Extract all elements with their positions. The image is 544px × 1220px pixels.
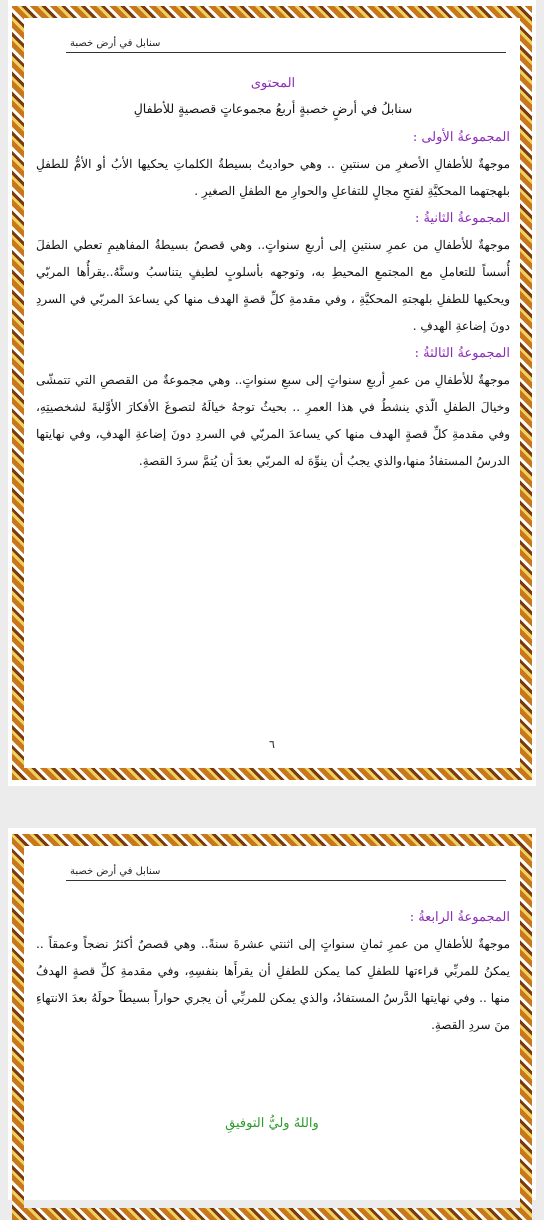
header-rule	[66, 880, 506, 881]
group4-heading: المجموعةُ الرابعةُ :	[409, 910, 510, 925]
document-page-2	[8, 828, 536, 1200]
group4-text: موجهةٌ للأطفالِ من عمرِ ثمانِ سنواتٍ إلى اثنتي عشرةَ سنةً.. وهي قصصٌ أكثرُ نضجاً وعمقاً .. يمكنُ للمربِّي قراءتها للطفلِ كما يمكن للطفلِ أن يقرأَها بنفسِهِ، وفي مقدمةِ كلِّ قصةٍ الهدفُ منها .. وفي نهايتها الدَّرسُ المستفادُ، والذي يمكن للمربِّي أن يجري حواراً بسيطاً حولَهُ بعدَ الانتهاءِ منَ سردِ القصةِ.	[36, 937, 510, 1032]
page-number: ٦	[269, 738, 275, 751]
closing-phrase: واللهُ وليُّ التوفيقِ	[225, 1116, 319, 1131]
group1-heading: المجموعةُ الأولى :	[412, 130, 510, 145]
group2-text: موجهةٌ للأطفالِ من عمرِ سنتينِ إلى أربعِ سنواتٍ.. وهي قصصٌ بسيطةُ المفاهيمِ تعطي الطفلَ أُسساً للتعاملِ مع المجتمعِ المحيطِ به، وتوجهه بأسلوبٍ لطيفٍ يتناسبُ وسنَّهُ..يقرأُها المربّي ويحكيها للطفلِ بلهجتهِ المحكيَّةِ ، وفي مقدمةِ كلِّ قصةٍ الهدف منها كي يساعدَ المربّي في السردِ دونَ إضاعةِ الهدفِ .	[36, 238, 510, 333]
group3-text: موجهةٌ للأطفالِ من عمرِ أربعِ سنواتٍ إلى سبعِ سنواتٍ.. وهي مجموعةٌ من القصصِ التي تتمشّى وخيالَ الطفلِ الّذي ينشطُ في هذا العمرِ .. بحيثُ توجهُ خيالَهُ لتصوغَ الأفكارَ الأوَّليةَ لشخصيتِهِ، وفي مقدمةِ كلِّ قصةٍ الهدف منها كي يساعدَ المربّي في السردِ دونَ إضاعةِ الهدفِ، وفي نهايتها الدرسُ المستفادُ منها،والذي يجبُ أن ينوِّهَ له المربّي بعدَ أن يُتمَّ سردَ القصةِ.	[36, 373, 510, 468]
group1-text: موجهةٌ للأطفالِ الأصغرِ من سنتينِ .. وهي حواديتٌ بسيطةُ الكلماتِ يحكيها الأبُ أو الأمُّ للطفلِ بلهجتهما المحكيَّةِ لفتحِ مجالٍ للتفاعلِ والحوارِ مع الطفلِ الصغيرِ .	[36, 157, 510, 198]
group3-heading: المجموعةُ الثالثةُ :	[414, 346, 510, 361]
page-header: سنابل في أرض خصبة	[70, 866, 161, 877]
group2-heading: المجموعةُ الثانيةُ :	[414, 211, 510, 226]
page-header: سنابل في أرض خصبة	[70, 38, 161, 49]
page-content	[36, 904, 510, 1039]
content-title: المحتوى	[250, 76, 296, 91]
header-rule	[66, 52, 506, 53]
page-content	[36, 72, 510, 475]
content-subtitle: سنابلُ في أرضٍ خصبةٍ أربعُ مجموعاتٍ قصصيةٍ للأطفالِ	[133, 101, 413, 116]
document-page-1	[8, 0, 536, 786]
